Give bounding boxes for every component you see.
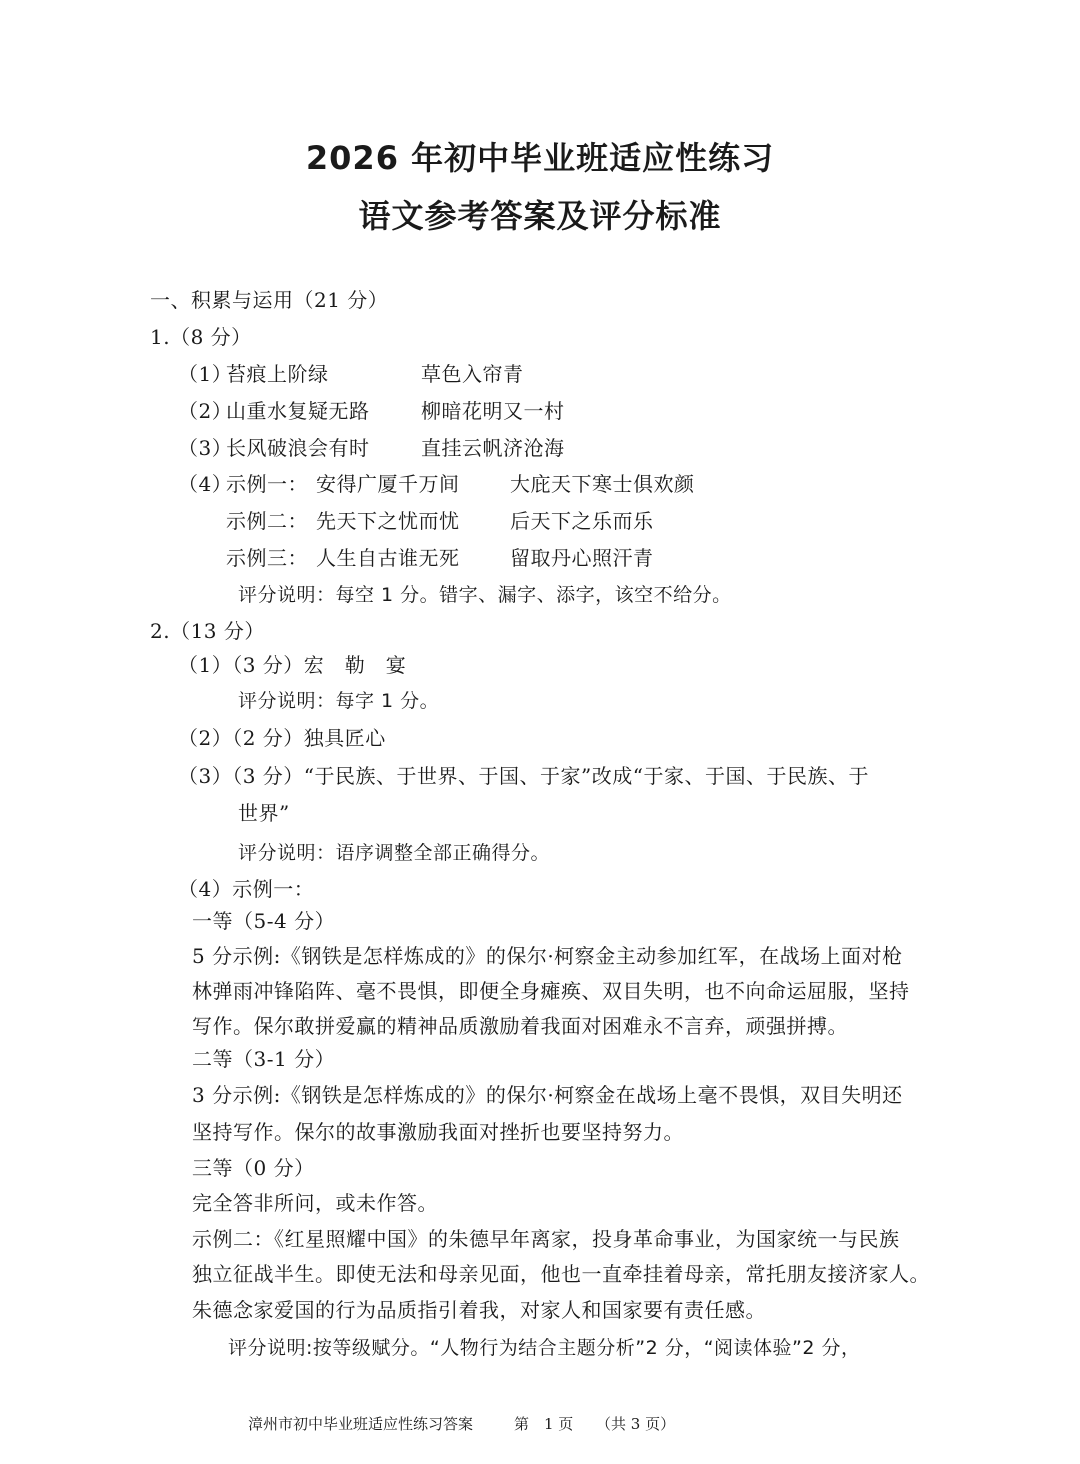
answer-first-line: 人生自古谁无死 [316,546,460,570]
answer-second-line: 后天下之乐而乐 [510,509,654,533]
item-number: （1） [178,362,233,386]
grade-heading: 二等（3-1 分） [192,1047,336,1071]
answer-first-line: 山重水复疑无路 [226,399,370,423]
scoring-note: 评分说明：每空 1 分。错字、漏字、添字，该空不给分。 [238,584,732,606]
example-two-line: 示例二：《红星照耀中国》的朱德早年离家，投身革命事业，为国家统一与民族 [192,1227,900,1251]
example-two-line: 朱德念家爱国的行为品质指引着我，对家人和国家要有责任感。 [192,1298,766,1322]
answer-second-line: 大庇天下寒士俱欢颜 [510,472,695,496]
scoring-note: 评分说明：每字 1 分。 [238,690,440,712]
sample-answer-line: 3 分示例:《钢铁是怎样炼成的》的保尔·柯察金在战场上毫不畏惧，双目失明还 [192,1083,903,1107]
grade-heading: 三等（0 分） [192,1156,315,1180]
q2-label: 2.（13 分） [150,619,265,643]
answer-first-line: 苔痕上阶绿 [226,362,329,386]
example-label: 示例二： [226,509,308,533]
answer-second-line: 草色入帘青 [421,362,524,386]
item-number: （2） [178,399,233,423]
answer-second-line: 柳暗花明又一村 [421,399,565,423]
answer-second-line: 留取丹心照汗青 [510,546,654,570]
page-title: 2026 年初中毕业班适应性练习 [305,139,775,177]
answer-second-line: 直挂云帆济沧海 [421,436,565,460]
example-label: 示例一： [226,472,308,496]
sample-answer-line: 5 分示例:《钢铁是怎样炼成的》的保尔·柯察金主动参加红军，在战场上面对枪 [192,944,903,968]
q2-part4-label: （4）示例一： [178,877,315,901]
scoring-note: 评分说明:按等级赋分。“人物行为结合主题分析”2 分，“阅读体验”2 分， [228,1337,861,1359]
q2-part3: （3）（3 分）“于民族、于世界、于国、于家”改成“于家、于国、于民族、于 [178,764,869,788]
q2-part3-continued: 世界” [238,801,290,825]
example-label: 示例三： [226,546,308,570]
page-total: （共 3 页） [596,1415,676,1433]
scoring-note: 评分说明：语序调整全部正确得分。 [238,842,551,864]
q2-part1: （1）（3 分）宏 勒 宴 [178,653,407,677]
example-two-line: 独立征战半生。即使无法和母亲见面，他也一直牵挂着母亲，常托朋友接济家人。 [192,1262,930,1286]
q2-part2: （2）（2 分）独具匠心 [178,726,386,750]
q1-label: 1.（8 分） [150,325,252,349]
sample-answer-line: 坚持写作。保尔的故事激励我面对挫折也要坚持努力。 [192,1120,684,1144]
item-number: （3） [178,436,233,460]
answer-first-line: 长风破浪会有时 [226,436,370,460]
answer-first-line: 安得广厦千万间 [316,472,460,496]
item-number: （4） [178,472,233,496]
sample-answer-line: 写作。保尔敢拼爱赢的精神品质激励着我面对困难永不言弃，顽强拼搏。 [192,1014,848,1038]
section-heading: 一、积累与运用（21 分） [150,288,389,312]
sample-answer-line: 林弹雨冲锋陷阵、毫不畏惧，即便全身瘫痪、双目失明，也不向命运屈服，坚持 [192,979,910,1003]
page-number: 第 1 页 [514,1415,574,1433]
page-subtitle: 语文参考答案及评分标准 [358,197,722,235]
sample-answer-line: 完全答非所问，或未作答。 [192,1191,438,1215]
footer-text: 漳州市初中毕业班适应性练习答案 [248,1415,474,1433]
grade-heading: 一等（5-4 分） [192,909,336,933]
answer-first-line: 先天下之忧而忧 [316,509,460,533]
